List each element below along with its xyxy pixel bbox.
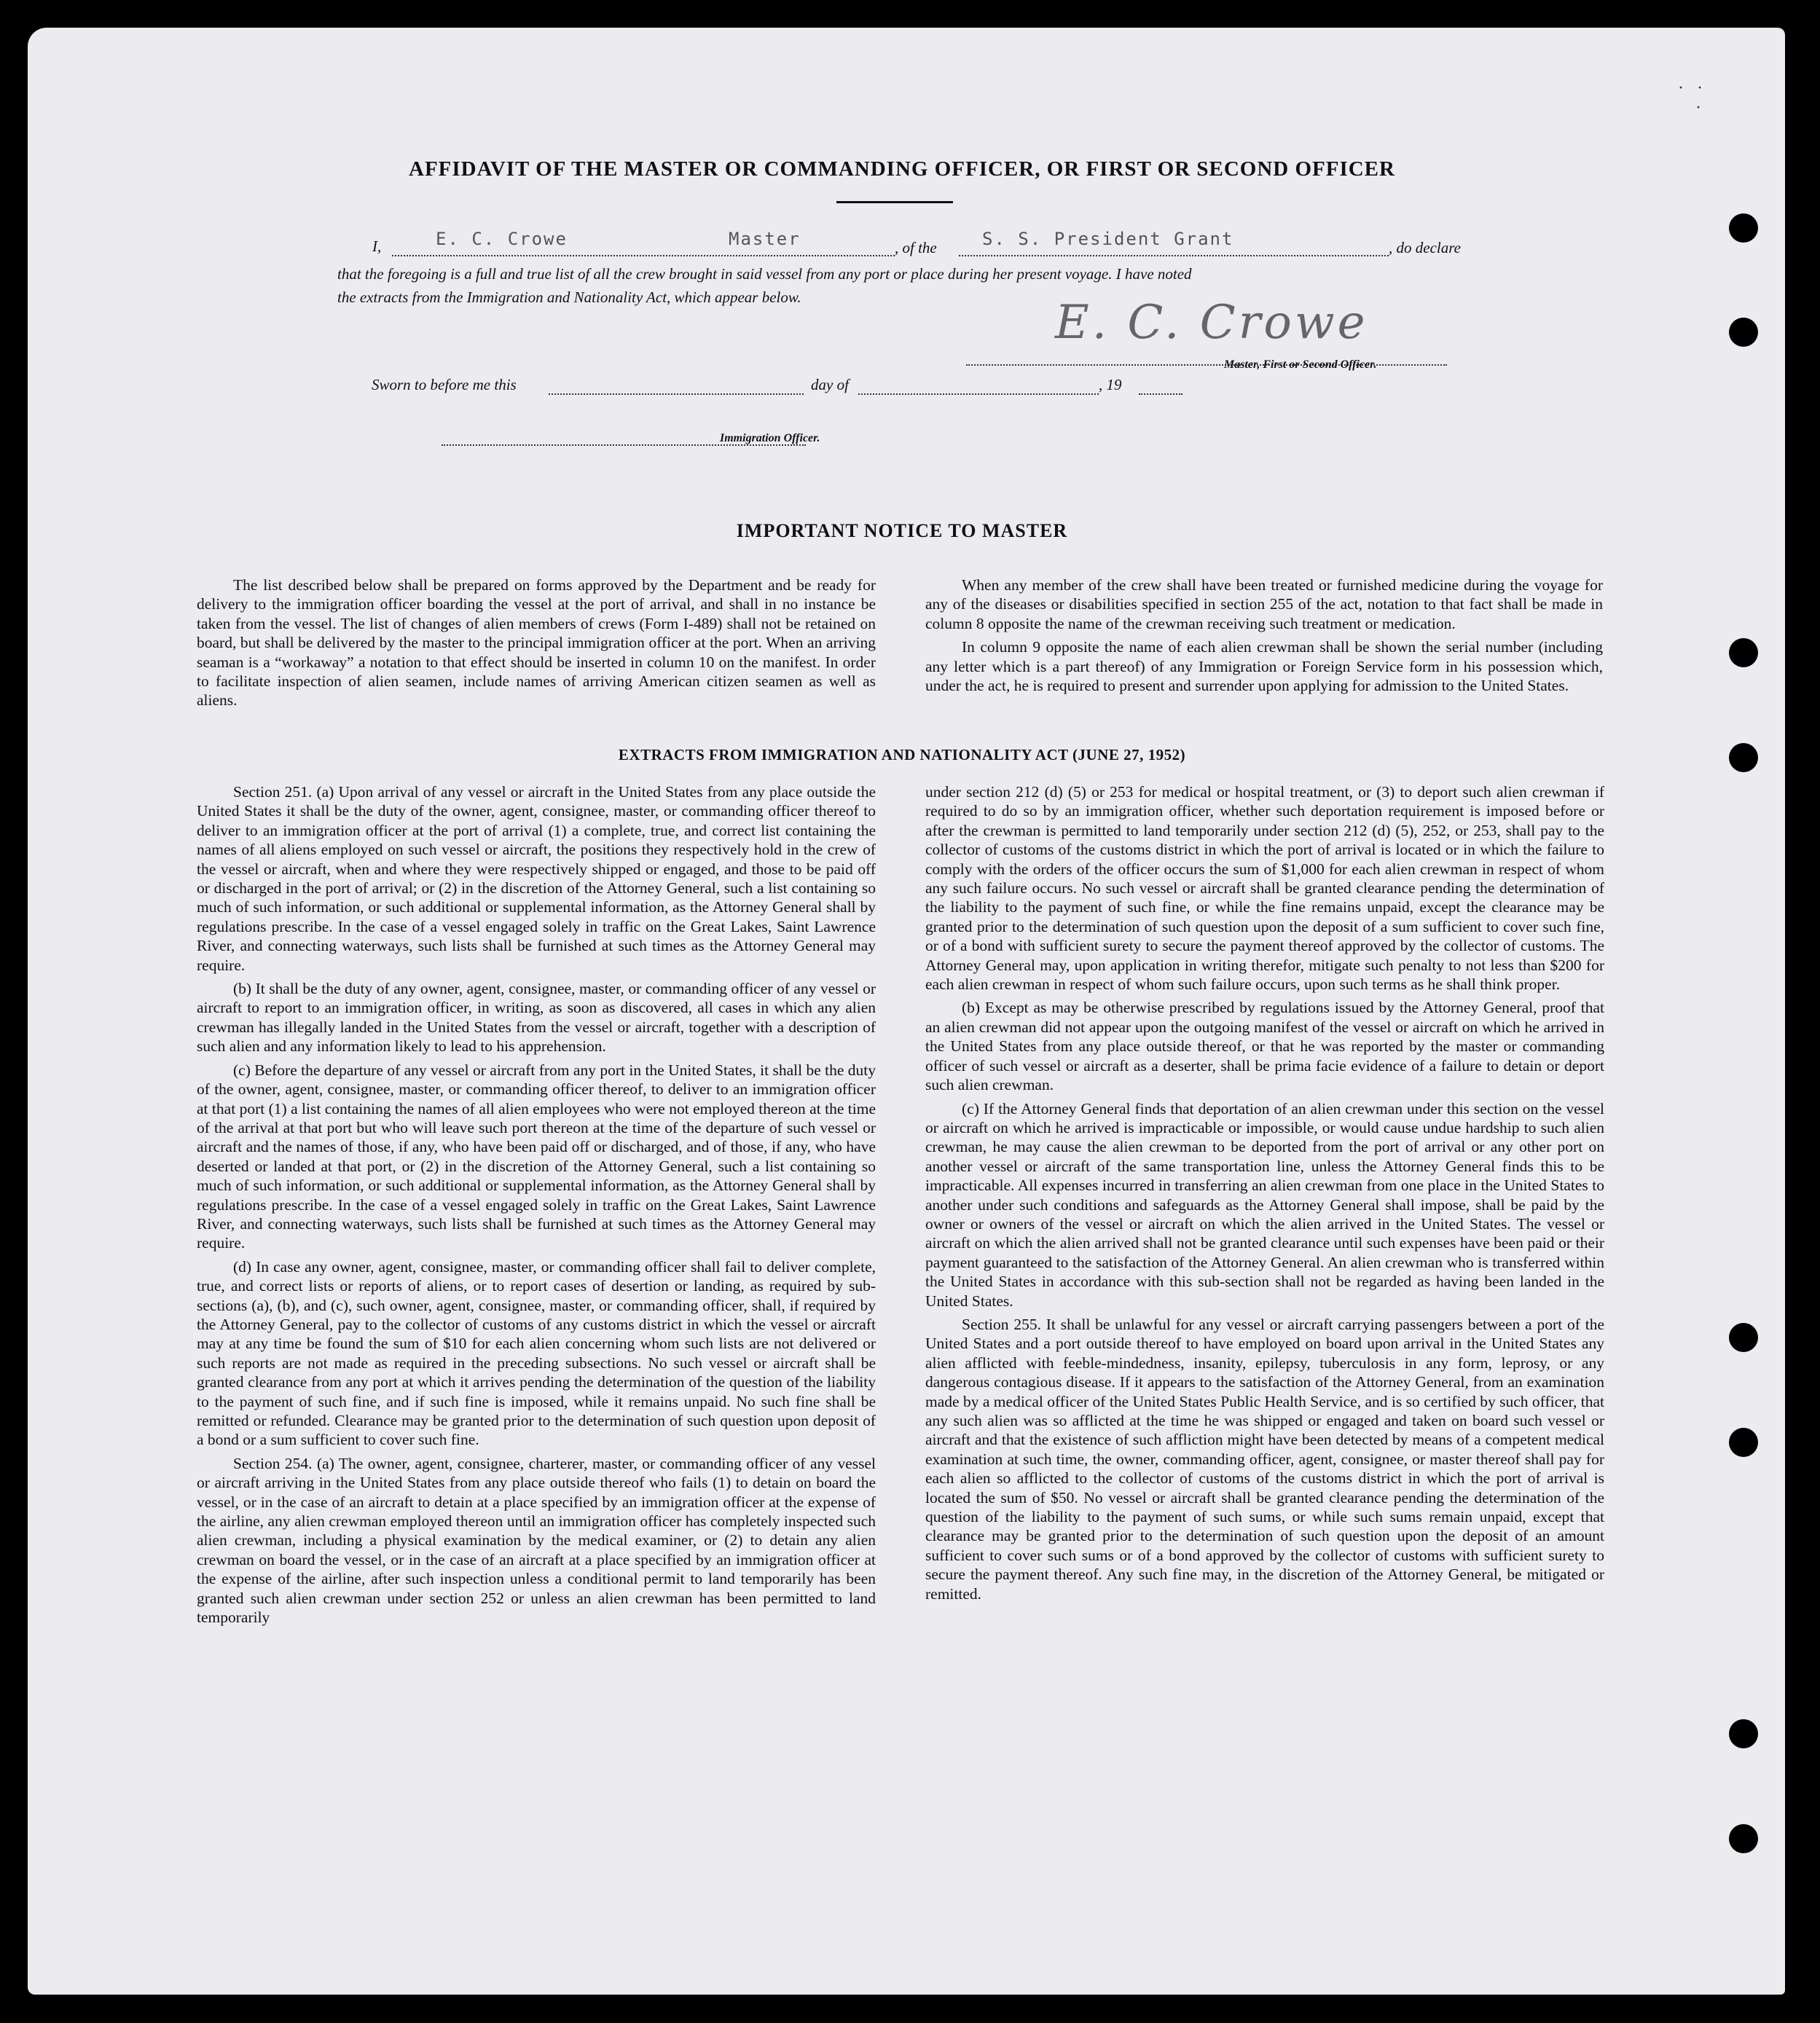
declaration-line-2: the extracts from the Immigration and Nationality Act, which appear below. [337,288,801,306]
section-251c: (c) Before the departure of any vessel or aircraft from any port in the United States, it shall be the duty of the owner, agent, consignee, master, or commanding officer thereof, to deliver to an immigration officer at that port (1) a list containing the names of all alien employees who were not employed thereon at the time of the arrival at that port but who will leave such port thereon at the time of the departure of such vessel or aircraft and the names of those, if any, who have been paid off or discharged, and of those, if any, who have deserted or landed at that port, or (2) in the discretion of the Attorney General, such a list containing so much of such information, or such additional or supplemental information, as the Attorney General shall by regulations prescribe. In the case of a vessel engaged solely in traffic on the Great Lakes, Saint Lawrence River, and connecting waterways, such lists shall be furnished at such times as the Attorney General may require. [197,1061,876,1252]
year-label: , 19 [1099,376,1122,393]
section-251b: (b) It shall be the duty of any owner, agent, consignee, master, or commanding officer of any vessel or aircraft to report to an immigration officer, in writing, as soon as discovered, all cases in which any alien crewman has illegally landed in the United States from the vessel or aircraft, together with a description of such alien and any information likely to lead to his apprehension. [197,980,876,1056]
sworn-month-line [858,372,1099,395]
binder-hole [1729,1824,1758,1853]
binder-hole [1729,743,1758,772]
notice-right-column [925,576,1603,699]
section-254c: (c) If the Attorney General finds that deportation of an alien crewman under this section on the vessel or aircraft on which he arrived is impracticable or impossible, or would cause undue hardship to such alien crewman, he may cause the alien crewman to be deported from the port of arrival or any other port on another vessel or aircraft of the same transportation line, unless the Attorney General finds this to be impracticable. All expenses incurred in transferring an alien crewman from one place in the United States to another under such conditions and safeguards as the Attorney General shall impose, shall be paid by the owner or owners of the vessel or aircraft on which the alien arrived in the United States. The vessel or aircraft on which the alien arrived shall not be granted clearance until such expenses have been paid or their payment guaranteed to the satisfaction of the Attorney General. An alien crewman who is transferred within the United States in accordance with this sub-section shall not be regarded as having been landed in the United States. [925,1099,1604,1310]
signer-caption: Master, First or Second Officer. [1224,358,1377,371]
document-page [28,28,1785,1995]
master-signature: E. C. Crowe [1055,296,1368,350]
binder-hole [1729,638,1758,667]
specks-decoration: · · · [1678,79,1707,117]
section-251a: Section 251. (a) Upon arrival of any vessel or aircraft in the United States from any place outside the United States it shall be the duty of the owner, agent, consignee, master, or commanding officer thereof to deliver to an immigration officer at the port of arrival (1) a complete, true, and correct list containing the names of all aliens employed on such vessel or aircraft, the positions they respectively hold in the crew of the vessel or aircraft, when and where they were respectively shipped or engaged, and those to be paid off or discharged in the port of arrival; or (2) in the discretion of the Attorney General, such a list containing so much of such information, or such additional or supplemental information, as the Attorney General shall by regulations prescribe. In the case of a vessel engaged solely in traffic on the Great Lakes, Saint Lawrence River, and connecting waterways, such lists shall be furnished at such times as the Attorney General may require. [197,783,876,974]
year-line [1139,372,1182,395]
section-254a-continued: under section 212 (d) (5) or 253 for medical or hospital treatment, or (3) to deport such alien crewman if required to do so by an immigration officer, whether such deportation requirement is imposed before or after the crewman is permitted to land temporarily under section 212 (d) (5), 252, or 253, shall pay to the collector of customs of the customs district in which the port of arrival is located or in which the failure to comply with the orders of the officer occurs the sum of $1,000 for each alien crewman in respect of whom any such failure occurs. No such vessel or aircraft shall be granted clearance pending the determination of the liability to the payment of such fine, or while the fine remains unpaid, except the clearance may be granted prior to the determination of such question upon the deposit of a sum sufficient to cover such fine, or of a bond with sufficient surety to secure the payment thereof approved by the collector of customs. The Attorney General may, upon application in writing therefor, mitigate such penalty to not less than $200 for each alien crewman in respect of whom such failure occurs, upon such terms as he shall think proper. [925,783,1604,994]
binder-hole [1729,1323,1758,1352]
notice-left-column [197,576,876,715]
section-251d: (d) In case any owner, agent, consignee, master, or commanding officer shall fail to deliver complete, true, and correct lists or reports of aliens, or to report cases of desertion or landing, as required by sub-sections (a), (b), and (c), such owner, agent, consignee, master, or commanding officer, shall, if required by the Attorney General, pay to the collector of customs of any customs district in which the vessel or aircraft may at any time be found the sum of $10 for each alien concerning whom such lists are not delivered or such reports are not made as required in the preceding subsections. No such vessel or aircraft shall be granted clearance from any port at which it arrives pending the determination of the question of the liability to the payment of such fine, and if such fine is imposed, while it remains unpaid. No such fine shall be remitted or refunded. Clearance may be granted prior to the determination of such question upon deposit of a bond or a sum sufficient to cover such fine. [197,1257,876,1449]
extracts-right-column [925,782,1604,1608]
day-of-label: day of [811,376,849,393]
vessel-value: S. S. President Grant [982,229,1234,249]
notice-right-paragraph-1: When any member of the crew shall have been treated or furnished medicine during the voyage for any of the diseases or disabilities specified in section 255 of the act, notation to that fact shall be made in column 8 opposite the name of the crewman receiving such treatment or medication. [925,576,1603,632]
extracts-left-column [197,782,876,1631]
rank-value: Master [729,229,801,249]
sworn-label: Sworn to before me this [372,376,517,393]
sworn-day-line [549,372,804,395]
section-254a: Section 254. (a) The owner, agent, consignee, charterer, master, or commanding officer of any vessel or aircraft arriving in the United States from any place outside thereof who fails (1) to detain on board the vessel, or in the case of an aircraft to detain at a place specified by an immigration officer at the expense of the airline, any alien crewman employed thereon until an immigration officer has completely inspected such alien crewman, including a physical examination by the medical examiner, or (2) to detain any alien crewman on board the vessel, or in the case of an aircraft at a place specified by an immigration officer at the expense of the airline, after such inspection unless a conditional permit to land temporarily has been granted such alien crewman under section 252 or unless an alien crewman has been permitted to land temporarily [197,1454,876,1627]
title-underline [836,201,953,203]
immigration-officer-label: Immigration Officer. [720,432,820,444]
notice-title: IMPORTANT NOTICE TO MASTER [736,520,1068,541]
of-the-label: , of the [895,239,937,256]
i-label: I, [372,237,382,255]
section-255: Section 255. It shall be unlawful for any vessel or aircraft carrying passengers between a port of the United States and a port outside thereof to have employed on board upon arrival in the United States any alien afflicted with feeble-mindedness, insanity, epilepsy, tuberculosis in any form, leprosy, or any dangerous contagious disease. If it appears to the satisfaction of the Attorney General, from an examination made by a medical officer of the United States Public Health Service, and is so certified by such officer, that any such alien was so afflicted at the time he was shipped or engaged and taken on board such vessel or aircraft and that the existence of such affliction might have been detected by means of a competent medical examination at such time, the owner, commanding officer, agent, consignee, or master thereof shall pay for each alien so afflicted to the collector of customs of the customs district in which the port of arrival is located the sum of $50. No vessel or aircraft shall be granted clearance pending the determination of the question of the liability to the payment of such sums, or while such sums remain unpaid, except that clearance may be granted prior to the determination of such question upon the deposit of an amount sufficient to cover such sums or of a bond approved by the collector of customs with sufficient surety to secure the payment thereof. Any such fine may, in the discretion of the Attorney General, be mitigated or remitted. [925,1315,1604,1603]
binder-hole [1729,1428,1758,1457]
name-value: E. C. Crowe [436,229,568,249]
binder-hole [1729,1719,1758,1748]
binder-hole [1729,213,1758,243]
do-declare-label: , do declare [1389,239,1461,256]
notice-right-paragraph-2: In column 9 opposite the name of each alien crewman shall be shown the serial number (including any letter which is a part thereof) of any Immigration or Foreign Service form in his possession which, under the act, he is required to present and surrender upon applying for admission to the United States. [925,638,1603,695]
declaration-line-1: that the foregoing is a full and true list of all the crew brought in said vessel from any port or place during her present voyage. I have noted [337,265,1192,283]
section-254b: (b) Except as may be otherwise prescribed by regulations issued by the Attorney General, proof that an alien crewman did not appear upon the outgoing manifest of the vessel or aircraft on which he arrived in the United States from any place outside thereof, or that he was reported by the master or commanding officer of such vessel or aircraft as a deserter, shall be prima facie evidence of a failure to detain or deport such alien crewman. [925,999,1604,1094]
extracts-title: EXTRACTS FROM IMMIGRATION AND NATIONALITY ACT (JUNE 27, 1952) [618,746,1186,763]
affidavit-title: AFFIDAVIT OF THE MASTER OR COMMANDING OFFICER, OR FIRST OR SECOND OFFICER [409,157,1395,181]
binder-hole [1729,318,1758,347]
notice-left-paragraph: The list described below shall be prepared on forms approved by the Department and be ready for delivery to the immigration officer boarding the vessel at the port of arrival, and shall in no instance be taken from the vessel. The list of changes of alien members of crews (Form I-489) shall not be retained on board, but shall be delivered by the master to the principal immigration officer at the port. When an arriving seaman is a “workaway” a notation to that effect should be inserted in column 10 on the manifest. In order to facilitate inspection of alien seamen, include names of arriving American citizen seamen as well as aliens. [197,576,876,710]
